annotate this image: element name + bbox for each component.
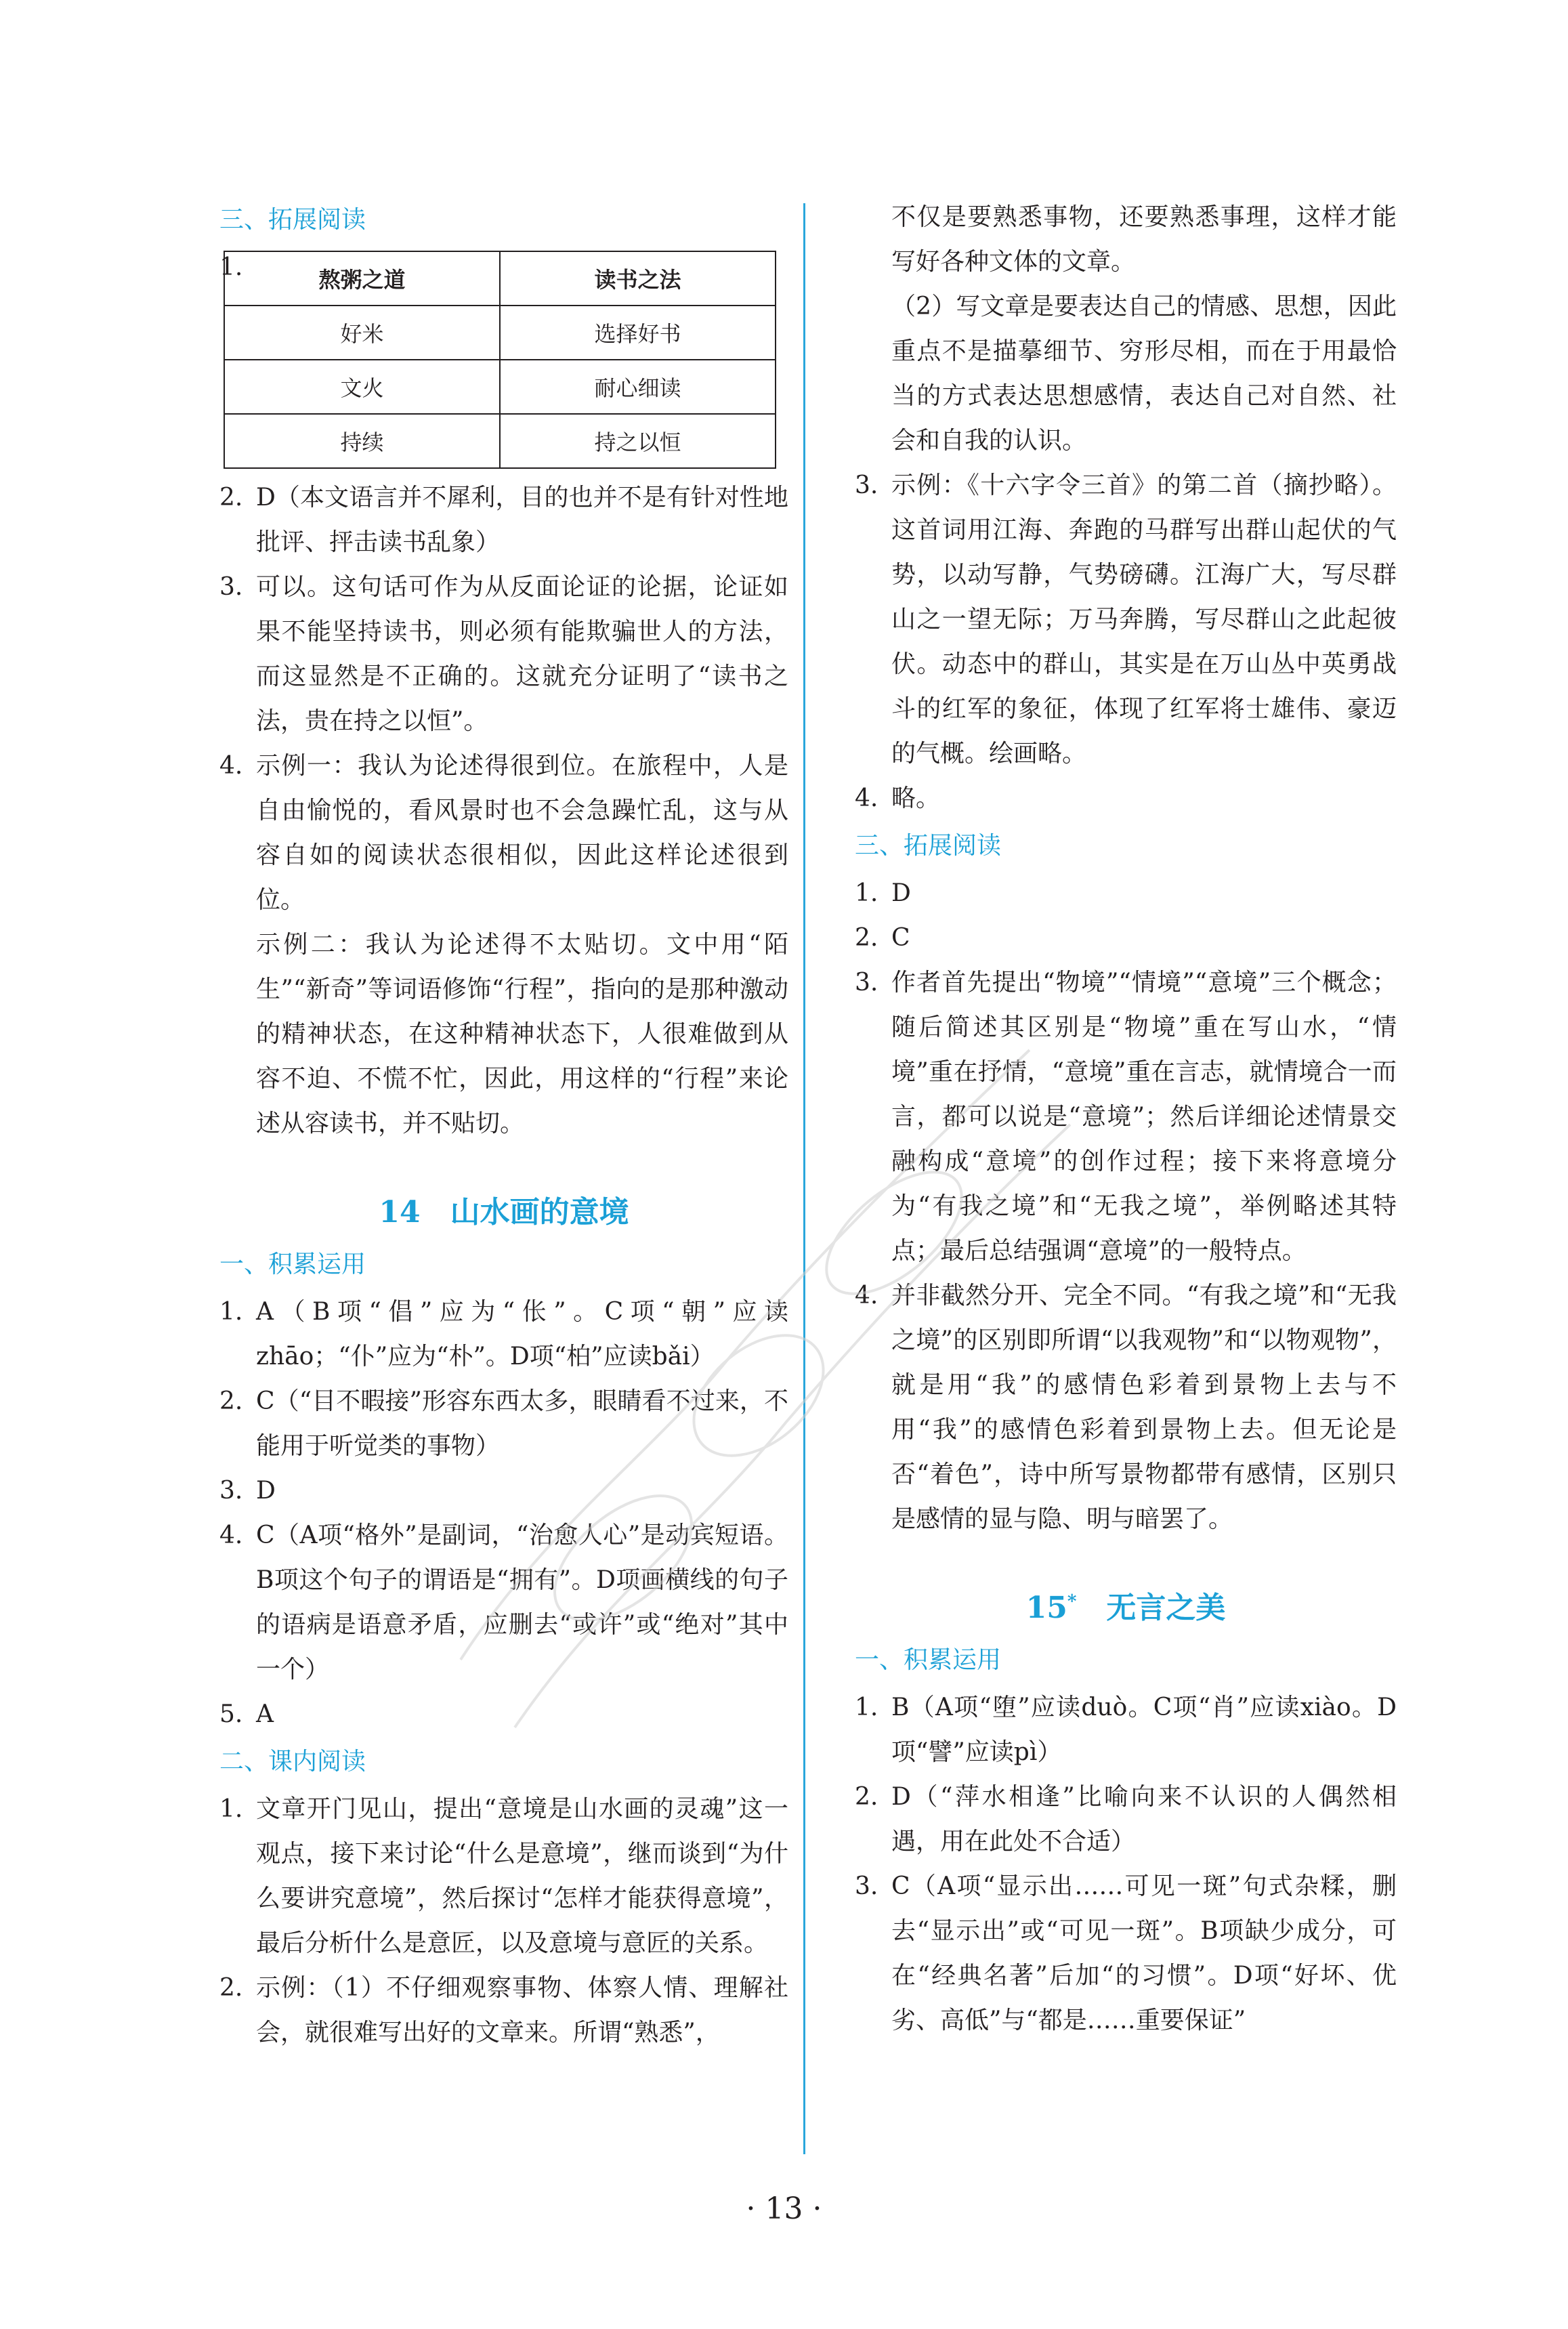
section-heading-accumulation: 一、积累运用 [855, 1646, 1002, 1674]
table-cell: 好米 [224, 306, 500, 360]
comparison-table [224, 251, 776, 469]
answer-item: 2. C [855, 924, 910, 952]
answer-item: 1. B（A项“堕”应读duò。C项“肖”应读xiào。D项“譬”应读pì） [855, 1694, 1397, 1766]
table-row [224, 414, 776, 468]
table-row [224, 360, 776, 414]
lesson-title-14: 14 山水画的意境 [379, 1195, 629, 1230]
answer-item: 2. 示例：（1）不仔细观察事物、体察人情、理解社会，就很难写出好的文章来。所谓“熟悉”， [219, 1974, 788, 2047]
answer-item: 1. 文章开门见山，提出“意境是山水画的灵魂”这一观点，接下来讨论“什么是意境”，继而谈到“为什么要讲究意境”，然后探讨“怎样才能获得意境”，最后分析什么是意匠，以及意境与意匠的关系。 [219, 1795, 788, 1957]
answer-item: 2. C（“目不暇接”形容东西太多，眼睛看不过来，不能用于听觉类的事物） [219, 1387, 788, 1460]
optional-lesson-mark: * [1067, 1591, 1077, 1612]
answer-continuation-2: （2）写文章是要表达自己的情感、思想，因此重点不是描摹细节、穷形尽相，而在于用最恰当的方式表达思想感情，表达自己对自然、社会和自我的认识。 [891, 293, 1397, 455]
table-header-cell: 熬粥之道 [224, 251, 500, 306]
table-cell: 文火 [224, 360, 500, 414]
answer-item: 3. 示例：《十六字令三首》的第二首（摘抄略）。这首词用江海、奔跑的马群写出群山起伏的气势，以动写静，气势磅礴。江海广大，写尽群山之一望无际；万马奔腾，写尽群山之此起彼伏。动态中的群山，其实是在万山丛中英勇战斗的红军的象征，体现了红军将士雄伟、豪迈的气概。绘画略。 [855, 471, 1397, 768]
section-heading-in-class-reading: 二、课内阅读 [219, 1748, 366, 1776]
answer-item: 4. 并非截然分开、完全不同。“有我之境”和“无我之境”的区别即所谓“以我观物”和“以物观物”，就是用“我”的感情色彩着到景物上去与不用“我”的感情色彩着到景物上去。但无论是否“着色”，诗中所写景物都带有感情，区别只是感情的显与隐、明与暗罢了。 [855, 1282, 1397, 1533]
answer-item: 1. D [855, 879, 911, 907]
section-heading-extended-reading: 三、拓展阅读 [855, 832, 1002, 860]
section-heading-accumulation: 一、积累运用 [219, 1251, 366, 1278]
table-header-cell: 读书之法 [500, 251, 776, 306]
section-heading-extended-reading: 三、拓展阅读 [219, 206, 366, 234]
table-cell: 选择好书 [500, 306, 776, 360]
answer-item: 2. D（“萍水相逢”比喻向来不认识的人偶然相遇，用在此处不合适） [855, 1783, 1397, 1855]
answer-item: 5. A [219, 1700, 274, 1728]
right-column [855, 195, 1397, 2043]
table-cell: 耐心细读 [500, 360, 776, 414]
answer-item: 1. A（B项“倡”应为“伥”。C项“朝”应读zhāo；“仆”应为“朴”。D项“柏”应读bǎi） [219, 1298, 788, 1370]
lesson-title-15: 15* 无言之美 [1025, 1591, 1226, 1625]
answer-item: 2. D（本文语言并不犀利，目的也并不是有针对性地批评、抨击读书乱象） [219, 484, 788, 556]
table-row [224, 306, 776, 360]
answer-continuation: 不仅是要熟悉事物，还要熟悉事理，这样才能写好各种文体的文章。 [891, 203, 1397, 276]
answer-item: 4. C（A项“格外”是副词，“治愈人心”是动宾短语。B项这个句子的谓语是“拥有”。D项画横线的句子的语病是语意矛盾，应删去“或许”或“绝对”其中一个） [219, 1522, 788, 1683]
table-header-row [224, 251, 776, 306]
answer-item: 4. 示例一：我认为论述得很到位。在旅程中，人是自由愉悦的，看风景时也不会急躁忙乱，这与从容自如的阅读状态很相似，因此这样论述很到位。 [219, 752, 788, 914]
column-divider [803, 203, 805, 2154]
answer-item: 3. C（A项“显示出……可见一斑”句式杂糅，删去“显示出”或“可见一斑”。B项缺少成分，可在“经典名著”后加“的习惯”。D项“好坏、优劣、高低”与“都是……重要保证” [855, 1872, 1397, 2034]
answer-item: 3. 可以。这句话可作为从反面论证的论据，论证如果不能坚持读书，则必须有能欺骗世人的方法，而这显然是不正确的。这就充分证明了“读书之法，贵在持之以恒”。 [219, 573, 788, 735]
table-cell: 持续 [224, 414, 500, 468]
answer-example-2: 示例二：我认为论述得不太贴切。文中用“陌生”“新奇”等词语修饰“行程”，指向的是那种激动的精神状态，在这种精神状态下，人很难做到从容不迫、不慌不忙，因此，用这样的“行程”来论述从容读书，并不贴切。 [256, 931, 788, 1137]
answer-item: 4. 略。 [855, 784, 941, 812]
left-column: 三、拓展阅读 1. 熬粥之道 读书之法 好米 选择好书 文火 耐心细读 持续 持之以恒 2. D（本文语言并不犀利，目的也并不是有针对性地批评、抨击读书乱象） 3. 可以。这句话可作为从反面论证的论据，论证如果不能坚持读书，则必须有能欺骗世人的方法，而这显然是不正确的。这就充分证明了“读书之法，贵在持之以恒”。 4. 示例一：我认为论述得很到位。在旅程中，人是自由愉悦的，看风景时也不会急躁忙乱，这与从容自如的阅读状态很相似，因此这样论述很到位。 示例二：我认为论述得不太贴切。文中用“陌生”“新奇”等词语修饰“行程”，指向的是那种激动的精神状态，在这种精神状态下，人很难做到从容不迫、不慌不忙，因此，用这样的“行程”来论述从容读书，并不贴切。 14 山水画的意境 一、积累运用 1. A（B项“倡”应为“伥”。C项“朝”应读zhāo；“仆”应为“朴”。D项“柏”应读bǎi） 2. C（“目不暇接”形容东西太多，眼睛看不过来，不能用于听觉类的事物） 3. D 4. C（A项“格外”是副词，“治愈人心”是动宾短语。B项这个句子的谓语是“拥有”。D项画横线的句子的语病是语意矛盾，应删去“或许”或“绝对”其中一个） 5. A 二、课内阅读 1. 文章开门见山，提出“意境是山水画的灵魂”这一观点，接下来讨论“什么是意境”，继而谈到“为什么要讲究意境”，然后探讨“怎样才能获得意境”，最后分析什么是意匠，以及意境与意匠的关系。 2. 示例：（1）不仔细观察事物、体察人情、理解社会，就很难写出好的文章来。所谓“熟悉”， [219, 195, 788, 2055]
table-cell: 持之以恒 [500, 414, 776, 468]
answer-item: 3. 作者首先提出“物境”“情境”“意境”三个概念；随后简述其区别是“物境”重在写山水，“情境”重在抒情，“意境”重在言志，就情境合一而言，都可以说是“意境”；然后详细论述情景交融构成“意境”的创作过程；接下来将意境分为“有我之境”和“无我之境”，举例略述其特点；最后总结强调“意境”的一般特点。 [855, 969, 1397, 1265]
answer-item: 3. D [219, 1477, 276, 1505]
page-number: · 13 · [746, 2191, 822, 2226]
